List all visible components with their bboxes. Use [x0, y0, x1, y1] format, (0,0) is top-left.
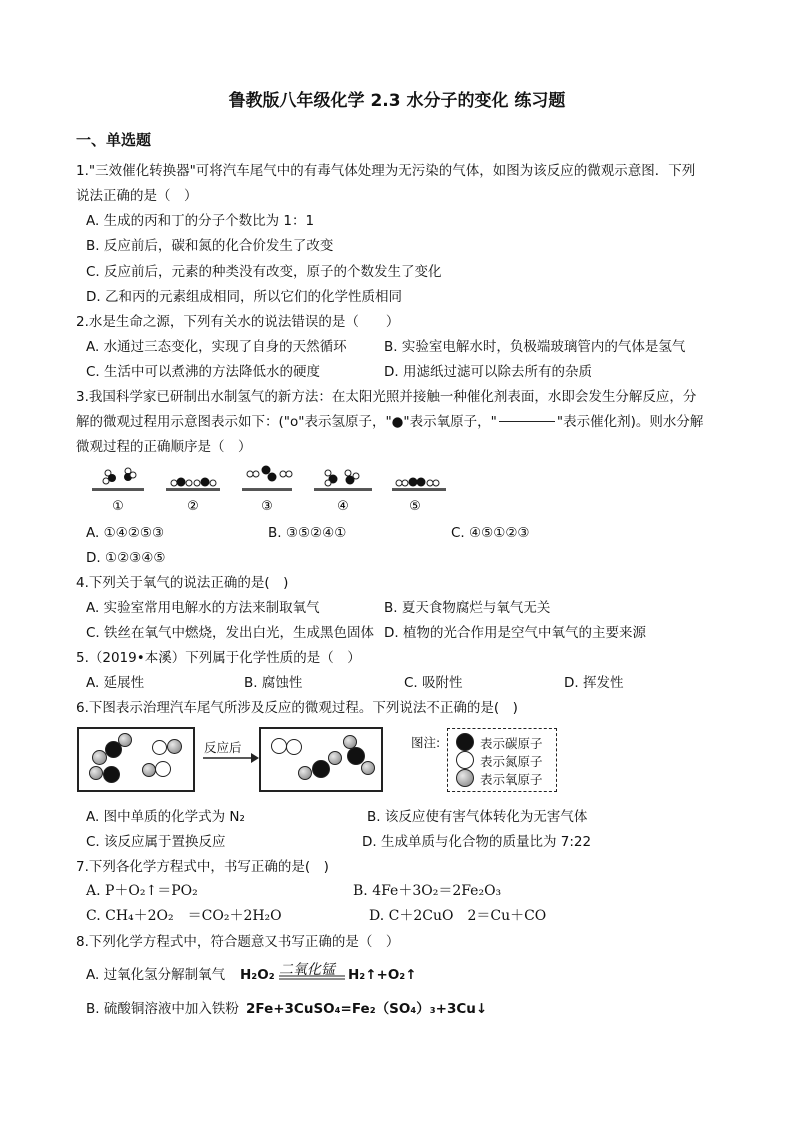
q3-option-b: B. ③⑤②④①: [268, 525, 347, 541]
step-label-3: ③: [261, 499, 273, 514]
carbon-atom-icon: [312, 760, 330, 778]
q3-option-a: A. ①④②⑤③: [86, 525, 165, 541]
nitrogen-atom-icon: [155, 761, 171, 777]
oxygen-atom-icon: [328, 751, 342, 765]
q8-option-a-text: A. 过氧化氢分解制氧气: [86, 967, 226, 983]
q3-process-figure: [88, 462, 388, 520]
q6-option-c: C. 该反应属于置换反应: [86, 834, 226, 850]
q7-option-d: D. C＋2CuO 2＝Cu＋CO: [369, 908, 547, 924]
q5-option-a: A. 延展性: [86, 675, 145, 691]
nitrogen-atom-icon: [152, 740, 167, 755]
carbon-legend-icon: [456, 733, 474, 751]
step-label-5: ⑤: [409, 499, 421, 514]
q3-stem-line2-tail: "表示催化剂)。则水分解: [556, 414, 704, 430]
q7-option-c: C. CH₄＋2O₂ ＝CO₂＋2H₂O: [86, 908, 282, 924]
q4-option-d: D. 植物的光合作用是空气中氧气的主要来源: [384, 625, 646, 641]
q2-option-b: B. 实验室电解水时，负极端玻璃管内的气体是氢气: [384, 339, 686, 355]
q5-option-c: C. 吸附性: [404, 675, 463, 691]
oxygen-atom-icon: [92, 750, 107, 765]
reaction-condition-line-icon: [278, 975, 346, 981]
q8-option-b-equation: 2Fe+3CuSO₄=Fe₂（SO₄）₃+3Cu↓: [246, 1001, 488, 1017]
q6-option-b: B. 该反应使有害气体转化为无害气体: [367, 809, 588, 825]
q7-option-a: A. P＋O₂↑＝PO₂: [86, 883, 198, 899]
process-step-3-icon: [242, 466, 292, 492]
step-label-1: ①: [112, 499, 124, 514]
reaction-arrow-icon: [201, 752, 259, 764]
oxygen-atom-icon: [142, 763, 156, 777]
reactants-box: [77, 727, 195, 792]
q4-option-a: A. 实验室常用电解水的方法来制取氧气: [86, 600, 320, 616]
q8-option-a-product: H₂↑+O₂↑: [348, 967, 417, 983]
q4-option-c: C. 铁丝在氧气中燃烧，发出白光，生成黑色固体: [86, 625, 375, 641]
q3-option-d: D. ①②③④⑤: [86, 550, 166, 566]
q1-option-a: A. 生成的丙和丁的分子个数比为 1：1: [86, 213, 315, 229]
legend-box: [447, 728, 557, 792]
q3-stem-line3: 微观过程的正确顺序是（ ）: [76, 439, 252, 455]
q8-option-a-reactant: H₂O₂: [240, 967, 275, 983]
q2-option-d: D. 用滤纸过滤可以除去所有的杂质: [384, 364, 592, 380]
q4-stem: 4.下列关于氧气的说法正确的是( ): [76, 575, 289, 591]
q2-option-a: A. 水通过三态变化，实现了自身的天然循环: [86, 339, 347, 355]
q3-option-c: C. ④⑤①②③: [451, 525, 530, 541]
legend-title: 图注:: [411, 735, 441, 750]
page-title: 鲁教版八年级化学 2.3 水分子的变化 练习题: [228, 91, 566, 111]
oxygen-atom-icon: [361, 761, 375, 775]
q1-option-c: C. 反应前后，元素的种类没有改变，原子的个数发生了变化: [86, 264, 442, 280]
q1-stem-line2: 说法正确的是（ ）: [76, 188, 198, 204]
legend-carbon-label: 表示碳原子: [480, 736, 543, 751]
q6-option-d: D. 生成单质与化合物的质量比为 7:22: [362, 834, 592, 850]
q5-option-d: D. 挥发性: [564, 675, 624, 691]
q2-option-c: C. 生活中可以煮沸的方法降低水的硬度: [86, 364, 321, 380]
oxygen-legend-icon: [456, 769, 474, 787]
q3-stem-line2: [76, 413, 703, 431]
oxygen-atom-icon: [167, 739, 182, 754]
q8-option-a-condition: 二氧化锰: [279, 962, 335, 978]
q3-stem-line1: 3.我国科学家已研制出水制氢气的新方法：在太阳光照并接触一种催化剂表面，水即会发生分解反应，分: [76, 389, 697, 405]
q7-stem: 7.下列各化学方程式中，书写正确的是( ): [76, 859, 329, 875]
process-step-5-icon: [392, 478, 446, 492]
nitrogen-legend-icon: [456, 751, 474, 769]
oxygen-atom-icon: [298, 766, 312, 780]
q5-stem: 5.（2019•本溪）下列属于化学性质的是（ ）: [76, 650, 361, 666]
oxygen-atom-icon: [89, 766, 103, 780]
step-label-4: ④: [337, 499, 349, 514]
process-step-4-icon: [314, 470, 372, 491]
q8-option-b-text: B. 硫酸铜溶液中加入铁粉: [86, 1001, 239, 1017]
nitrogen-atom-icon: [271, 738, 287, 754]
products-box: [259, 727, 383, 792]
arrow-label: 反应后: [204, 740, 242, 755]
q5-option-b: B. 腐蚀性: [244, 675, 303, 691]
q6-stem: 6.下图表示治理汽车尾气所涉及反应的微观过程。下列说法不正确的是( ): [76, 700, 518, 716]
oxygen-atom-icon: [118, 733, 132, 747]
carbon-atom-icon: [103, 766, 120, 783]
process-step-2-icon: [166, 478, 220, 492]
section-heading: 一、单选题: [76, 131, 152, 149]
legend-nitrogen-label: 表示氮原子: [480, 754, 543, 769]
q1-option-b: B. 反应前后，碳和氮的化合价发生了改变: [86, 238, 334, 254]
q1-option-d: D. 乙和丙的元素组成相同，所以它们的化学性质相同: [86, 289, 402, 305]
process-step-1-icon: [92, 468, 144, 491]
q6-option-a: A. 图中单质的化学式为 N₂: [86, 809, 245, 825]
nitrogen-atom-icon: [286, 739, 302, 755]
catalyst-line-icon: [499, 421, 555, 422]
q1-stem-line1: 1."三效催化转换器"可将汽车尾气中的有毒气体处理为无污染的气体，如图为该反应的微观示意图．下列: [76, 163, 696, 179]
q2-stem: 2.水是生命之源，下列有关水的说法错误的是（ ）: [76, 314, 400, 330]
q4-option-b: B. 夏天食物腐烂与氧气无关: [384, 600, 551, 616]
q8-stem: 8.下列化学方程式中，符合题意又书写正确的是（ ）: [76, 934, 400, 950]
q3-step-5-figure: [390, 462, 460, 520]
q7-option-b: B. 4Fe＋3O₂＝2Fe₂O₃: [353, 883, 502, 899]
step-label-2: ②: [187, 499, 199, 514]
q3-stem-line2-text: 解的微观过程用示意图表示如下：("o"表示氢原子，"●"表示氧原子，": [76, 414, 497, 430]
legend-oxygen-label: 表示氧原子: [480, 772, 543, 787]
